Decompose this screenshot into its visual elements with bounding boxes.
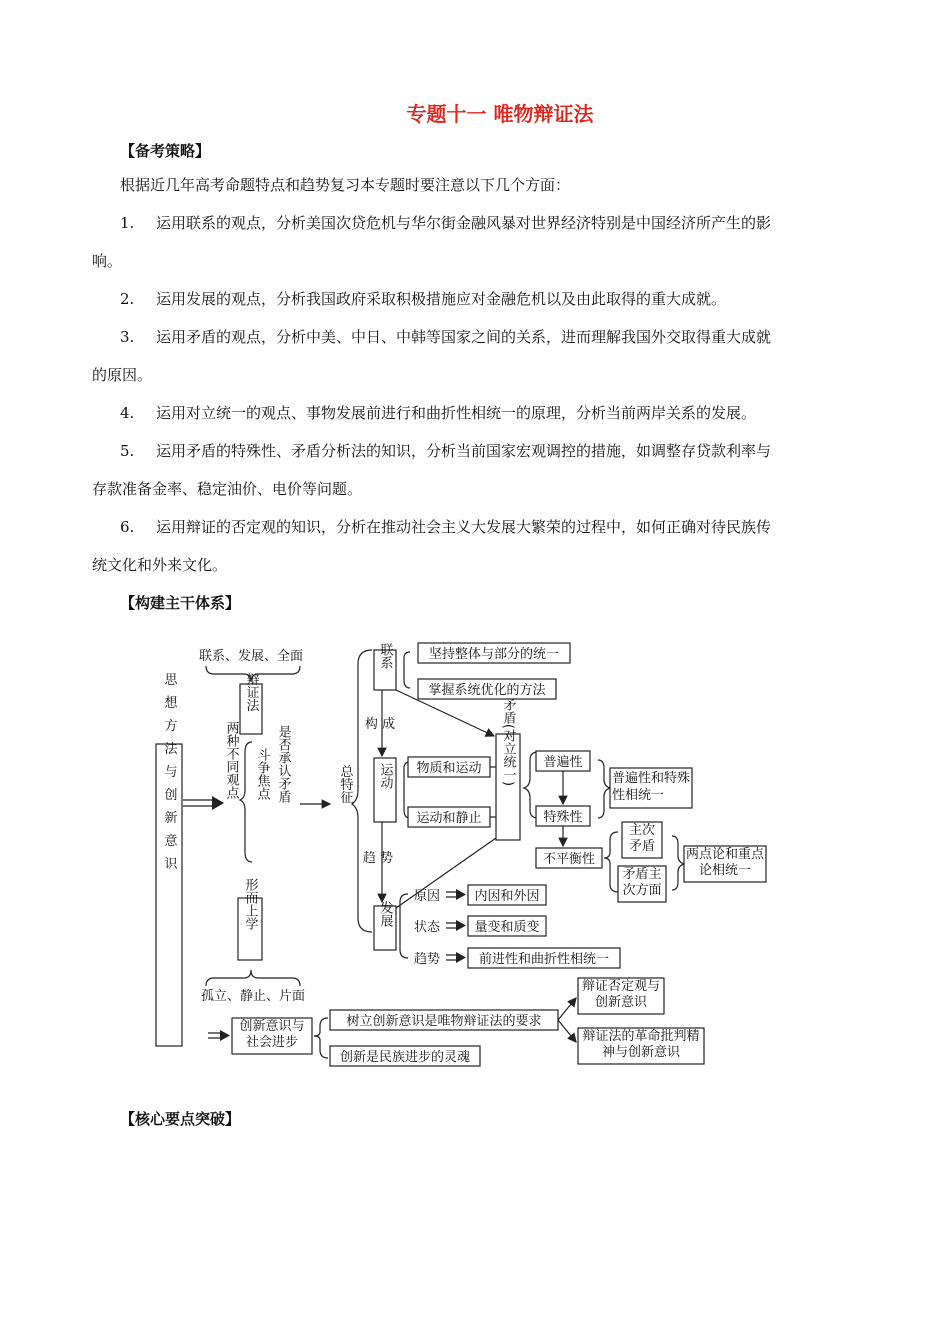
- liangzhong-label: 两种不同观点: [223, 721, 239, 799]
- item-text-cont: 统文化和外来文化。: [92, 556, 228, 574]
- section-heading-strategy: 【备考策略】: [120, 142, 211, 160]
- liangdian-label: 两点论和重点论相统一: [686, 847, 764, 878]
- arrowhead: [456, 889, 466, 900]
- brace-zongtezheng: [352, 650, 372, 932]
- shuli-label: 树立创新意识是唯物辩证法的要求: [346, 1014, 542, 1029]
- arrowhead: [456, 952, 466, 963]
- item-text: 运用矛盾的观点，分析中美、中日、中韩等国家之间的关系，进而理解我国外交取得重大成就: [156, 328, 772, 346]
- zhuci-text: [624, 823, 660, 859]
- page-title: 专题十一 唯物辩证法: [406, 102, 594, 126]
- pubian-teshu-text: [612, 770, 690, 808]
- maodun-label: 矛盾(对立统一): [500, 697, 516, 787]
- goucheng-label: 构 成: [364, 717, 396, 732]
- bianzhengfa-label: 辩证法: [243, 672, 259, 712]
- liangbian-label: 量变和质变: [474, 920, 540, 935]
- brace-pubian-teshu: [598, 760, 610, 818]
- pubian-label: 普遍性: [543, 755, 583, 770]
- item-text-cont: 响。: [92, 252, 123, 270]
- arrowhead: [456, 920, 466, 931]
- fouding-text: [580, 979, 662, 1015]
- jingzhi-label: 运动和静止: [416, 811, 482, 826]
- item-number: 3.: [120, 328, 135, 346]
- item-text: 运用对立统一的观点、事物发展前进行和曲折性相统一的原理，分析当前两岸关系的发展。: [156, 404, 757, 422]
- fouding-label: 辩证否定观与创新意识: [581, 979, 660, 1010]
- intro-text: 根据近几年高考命题特点和趋势复习本专题时要注意以下几个方面：: [120, 176, 571, 194]
- brace-lianxi: [404, 652, 410, 688]
- pubian-teshu-label: 普遍性和特殊性相统一: [612, 771, 690, 803]
- item-number: 4.: [120, 404, 135, 422]
- item-number: 6.: [120, 518, 135, 536]
- guli-label: 孤立、静止、片面: [200, 989, 306, 1004]
- brace-liangdian: [672, 836, 684, 890]
- double-arrow: [183, 800, 214, 806]
- geming-text: [580, 1029, 702, 1065]
- brace-chuangxin: [314, 1018, 328, 1058]
- yuanyin-label: 原因: [414, 889, 441, 904]
- qushi-arrow-label: 趋 势: [362, 851, 394, 866]
- jianchi-label: 坚持整体与部分的统一: [428, 647, 560, 662]
- item-text: 运用发展的观点，分析我国政府采取积极措施应对金融危机以及由此取得的重大成就。: [156, 290, 727, 308]
- xingershang-label: 形而上学: [242, 878, 258, 930]
- teshu-label: 特殊性: [543, 810, 583, 825]
- lianxi-fazhan-label: 联系、发展、全面: [198, 649, 304, 664]
- qushi-label: 趋势: [414, 952, 441, 967]
- arrowhead: [220, 1030, 230, 1041]
- item-number: 5.: [120, 442, 135, 460]
- lianxi-label: 联系: [377, 643, 393, 669]
- arrow-to-geming: [558, 1020, 576, 1042]
- maodun-zhuci-text: [620, 867, 664, 903]
- zongtezheng-label: 总特征: [337, 764, 353, 804]
- brace-fazhan: [400, 894, 408, 958]
- arrow-to-fouding: [558, 998, 576, 1020]
- item-text-cont: 的原因。: [92, 366, 153, 384]
- arrowhead: [212, 796, 224, 810]
- item-number: 1.: [120, 214, 135, 232]
- section-heading-core: 【核心要点突破】: [120, 1110, 241, 1128]
- double-arrow-chuangxin: [208, 1033, 222, 1038]
- wuzhi-label: 物质和运动: [416, 761, 482, 776]
- item-text: 运用联系的观点，分析美国次贷危机与华尔街金融风暴对世界经济特别是中国经济所产生的影: [156, 214, 772, 232]
- brace-bottom: [206, 970, 300, 986]
- chuangxin-text: [234, 1019, 310, 1055]
- item-number: 2.: [120, 290, 135, 308]
- fazhan-label: 发展: [377, 901, 393, 927]
- root-label: 思想方法与创新意识: [161, 672, 177, 880]
- liangdian-text: [686, 847, 764, 883]
- item-text: 运用矛盾的特殊性、矛盾分析法的知识，分析当前国家宏观调控的措施，如调整存贷款利率与: [156, 442, 772, 460]
- shifou-label: 是否承认矛盾: [275, 725, 291, 803]
- zhuci-label: 主次矛盾: [628, 823, 655, 854]
- chuangxin-label: 创新意识与社会进步: [239, 1019, 305, 1050]
- maodun-zhuci-label: 矛盾主次方面: [622, 867, 662, 898]
- item-text-cont: 存款准备金率、稳定油价、电价等问题。: [92, 480, 363, 498]
- neiyin-label: 内因和外因: [474, 889, 540, 904]
- brace-middle: [240, 742, 252, 862]
- section-heading-framework: 【构建主干体系】: [120, 594, 241, 612]
- minzu-label: 创新是民族进步的灵魂: [339, 1050, 471, 1065]
- douzheng-label: 斗争焦点: [254, 748, 270, 800]
- yundong-label: 运动: [377, 763, 393, 789]
- item-text: 运用辩证的否定观的知识，分析在推动社会主义大发展大繁荣的过程中，如何正确对待民族传: [156, 518, 772, 536]
- zhuangtai-label: 状态: [414, 920, 441, 935]
- qianjin-label: 前进性和曲折性相统一: [478, 952, 610, 967]
- bupingheng-label: 不平衡性: [542, 852, 596, 867]
- brace-bupingheng: [604, 832, 618, 892]
- zhangwo-label: 掌握系统优化的方法: [428, 683, 546, 698]
- geming-label: 辩证法的革命批判精神与创新意识: [582, 1029, 700, 1060]
